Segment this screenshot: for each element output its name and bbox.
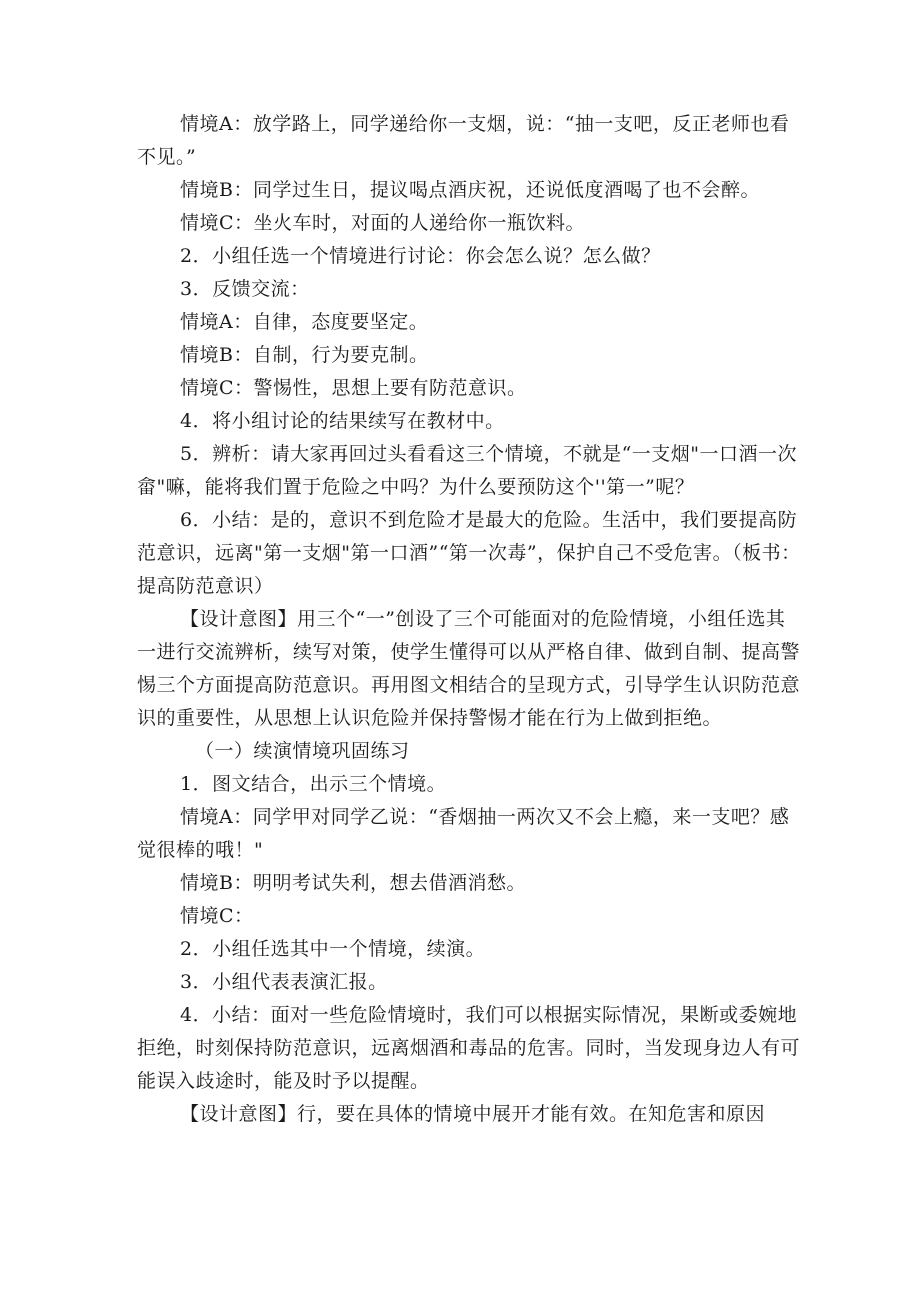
paragraph-step-5: 5．辨析：请大家再回过头看看这三个情境，不就是“一支烟"一口酒一次畲"嘛，能将我们置于危险之中吗？为什么要预防这个''第一”呢？ [137,443,798,498]
paragraph-practice-step-4: 4．小结：面对一些危险情境时，我们可以根据实际情况，果断或委婉地拒绝，时刻保持防范意识，远离烟酒和毒品的危害。同时，当发现身边人有可能误入歧途时，能及时予以提醒。 [137,1004,801,1092]
paragraph-feedback-c: 情境C：警惕性，思想上要有防范意识。 [180,377,527,399]
paragraph-scenario-c: 情境C：坐火车时，对面的人递给你一瓶饮料。 [180,212,586,234]
paragraph-practice-scenario-c: 情境C： [180,905,254,927]
paragraph-design-intent-1: 【设计意图】用三个“一”创设了三个可能面对的危险情境，小组任选其一进行交流辨析，续写对策，使学生懂得可以从严格自律、做到自制、提高警惕三个方面提高防范意识。再用图文相结合的呈现方式，引导学生认识防范意识的重要性，从思想上认识危险并保持警惕才能在行为上做到拒绝。 [137,608,801,729]
paragraph-design-intent-2: 【设计意图】行，要在具体的情境中展开才能有效。在知危害和原因 [180,1103,766,1125]
paragraph-scenario-a: 情境A：放学路上，同学递给你一支烟，说：“抽一支吧，反正老师也看不见。” [137,113,790,168]
section-heading: （一）续演情境巩固练习 [195,740,410,762]
paragraph-scenario-b: 情境B：同学过生日，提议喝点酒庆祝，还说低度酒喝了也不会醉。 [180,179,760,201]
paragraph-practice-step-3: 3．小组代表表演汇报。 [180,971,388,993]
paragraph-step-2: 2．小组任选一个情境进行讨论：你会怎么说？怎么做？ [180,245,661,267]
document-body [137,108,803,1131]
paragraph-feedback-b: 情境B：自制，行为要克制。 [180,344,429,366]
paragraph-step-4: 4．将小组讨论的结果续写在教材中。 [180,410,505,432]
paragraph-practice-scenario-a: 情境A：同学甲对同学乙说：“香烟抽一两次又不会上瘾，来一支吧？感觉很棒的哦！" [137,806,790,861]
paragraph-step-3: 3．反馈交流： [180,278,310,300]
paragraph-practice-step-2: 2．小组任选其中一个情境，续演。 [180,938,486,960]
paragraph-practice-scenario-b: 情境B：明明考试失利，想去借酒消愁。 [180,872,526,894]
paragraph-practice-step-1: 1．图文结合，出示三个情境。 [180,773,447,795]
paragraph-step-6: 6．小结：是的，意识不到危险才是最大的危险。生活中，我们要提高防范意识，远离"第一支烟"第一口酒”“第一次毒”，保护自己不受危害。（板书：提高防范意识） [137,509,801,597]
paragraph-feedback-a: 情境A：自律，态度要坚定。 [180,311,429,333]
